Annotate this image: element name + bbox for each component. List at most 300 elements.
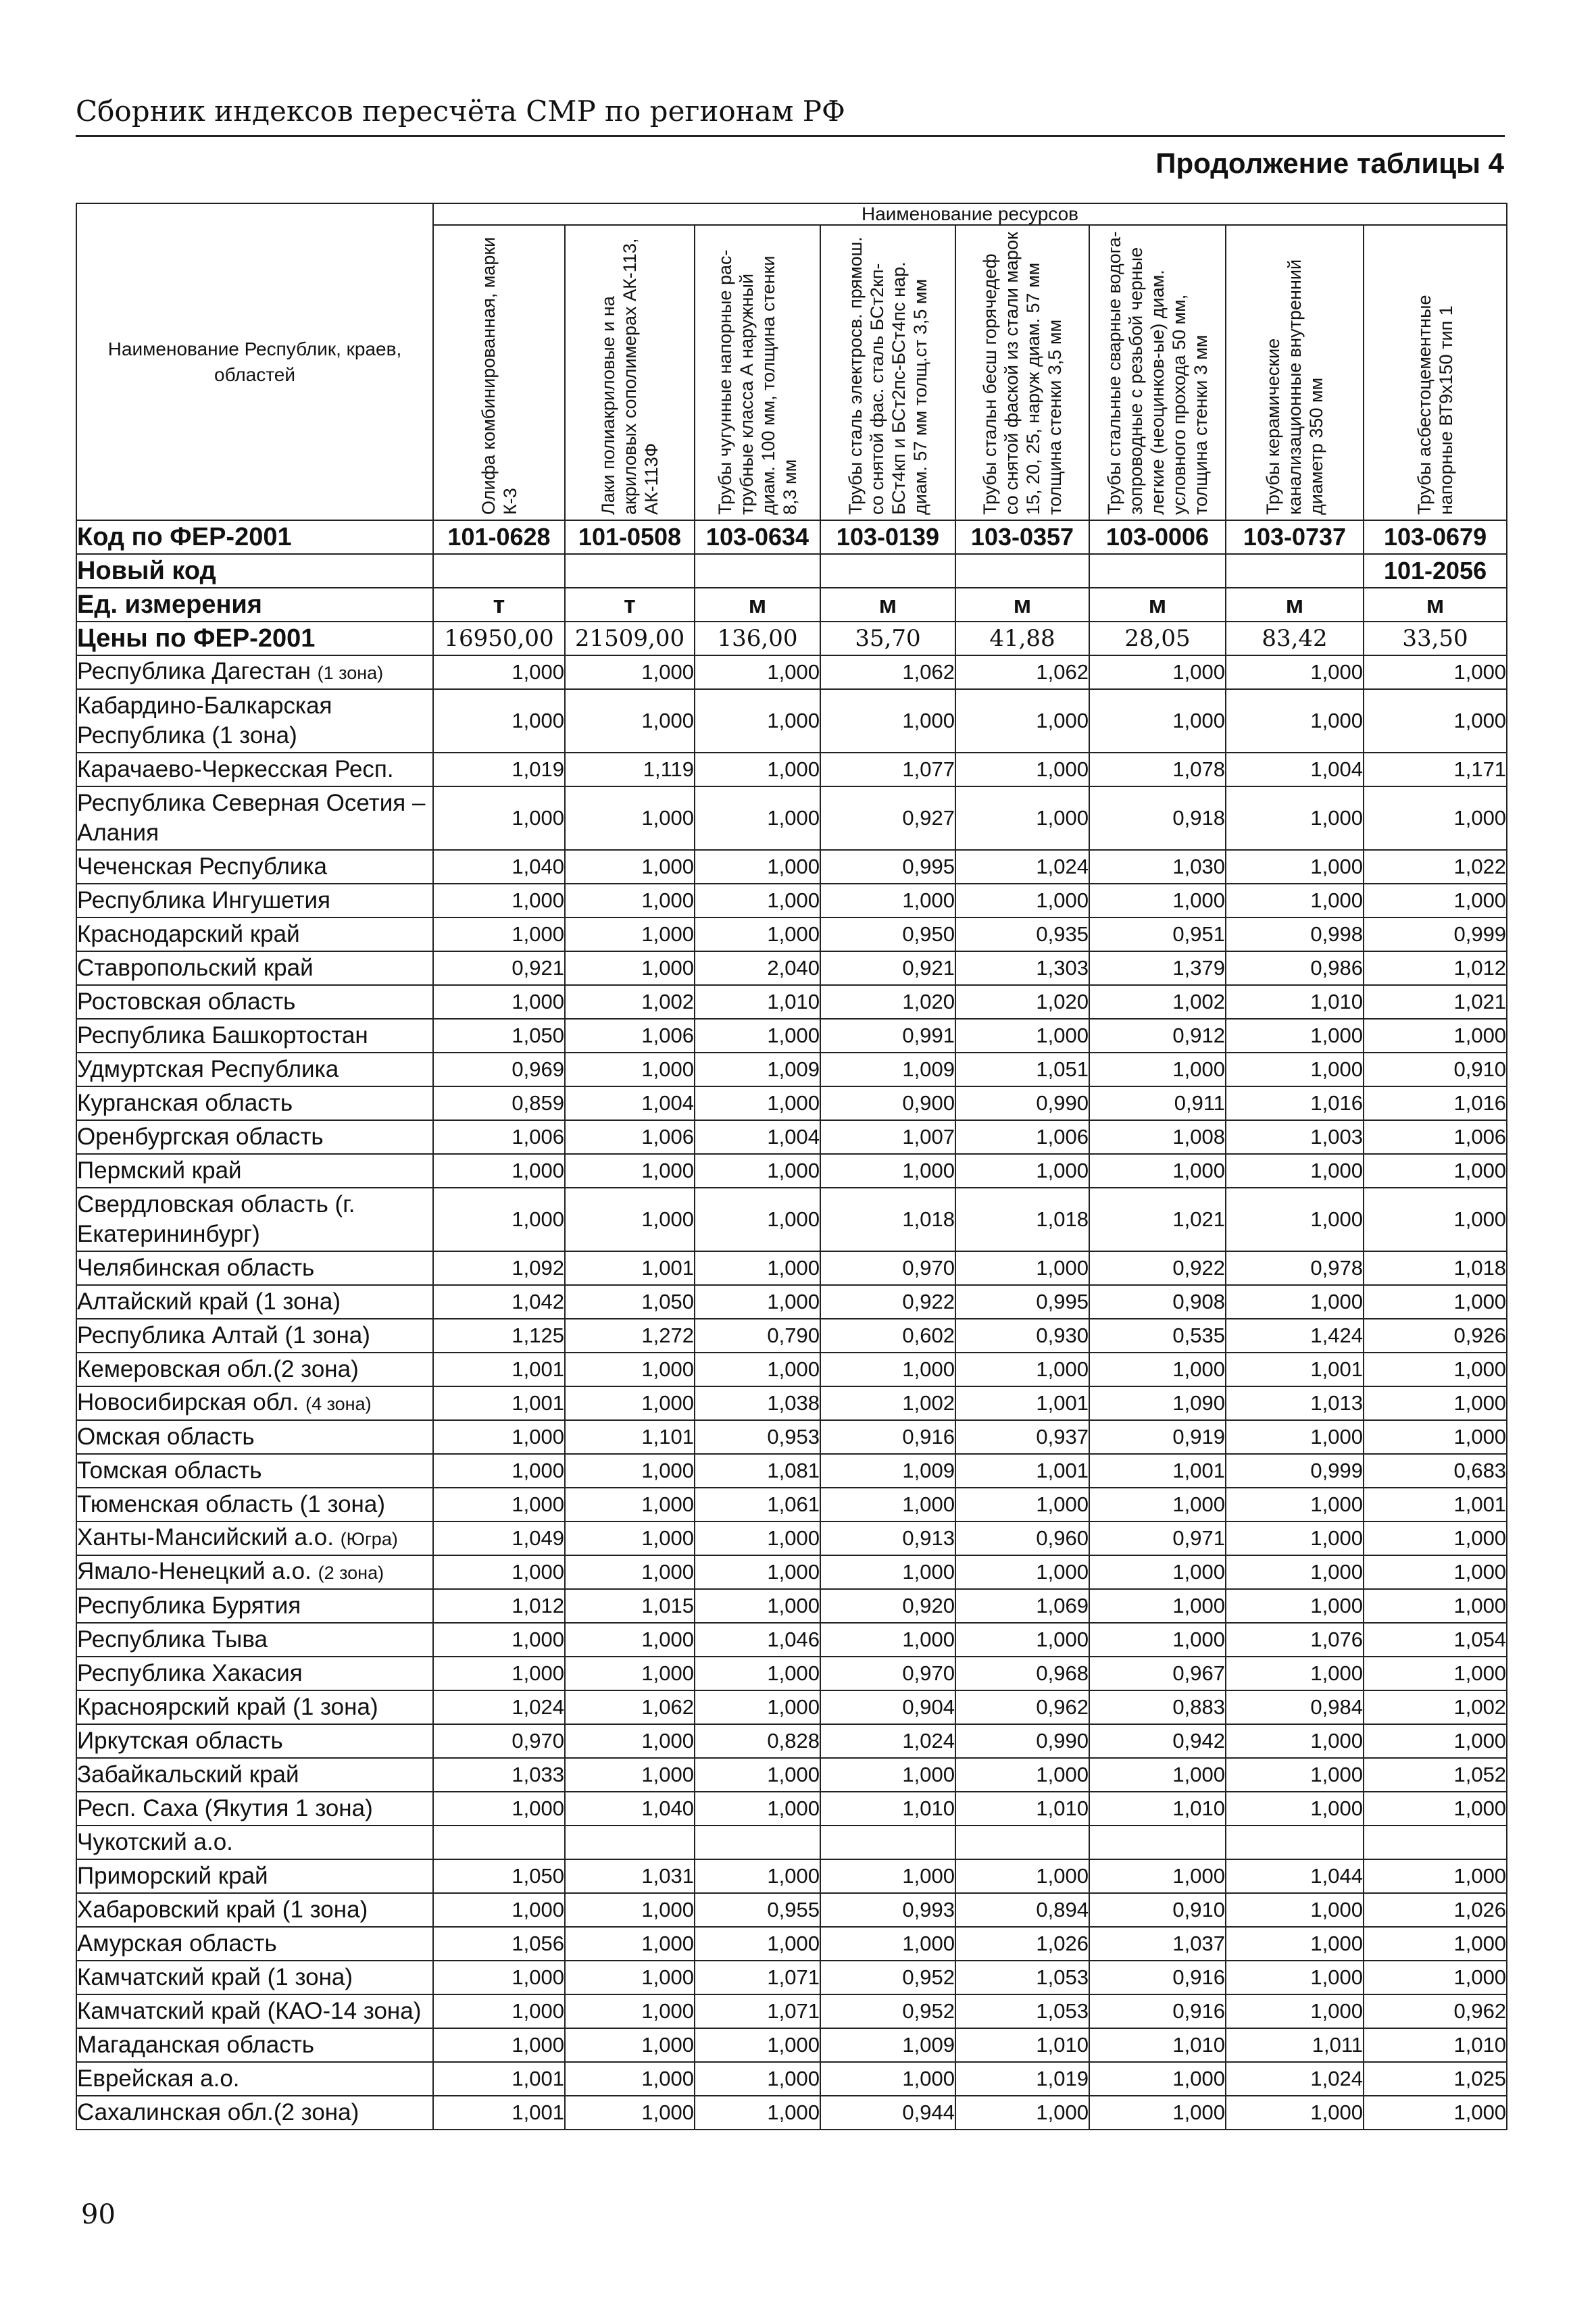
unit-cell: т [565, 588, 695, 622]
index-value: 1,000 [695, 1690, 820, 1724]
index-value: 1,000 [433, 884, 565, 917]
index-value: 1,009 [820, 1454, 955, 1488]
table-row [76, 1353, 1507, 1386]
table-row [76, 1758, 1507, 1792]
table-row [76, 1792, 1507, 1826]
index-value: 1,010 [695, 985, 820, 1019]
index-value: 1,000 [433, 1454, 565, 1488]
region-name [76, 1623, 433, 1657]
index-value: 1,000 [1089, 1623, 1226, 1657]
table-row [76, 1826, 1507, 1859]
index-value: 1,050 [433, 1859, 565, 1893]
region-name-text: Кемеровская обл.(2 зона) [77, 1356, 359, 1382]
region-name-text: Республика Северная Осетия – Алания [77, 790, 426, 846]
index-value: 1,000 [820, 1859, 955, 1893]
index-value: 1,000 [955, 786, 1089, 850]
index-value: 0,930 [955, 1319, 1089, 1353]
index-value: 1,000 [565, 1053, 695, 1086]
index-value: 1,000 [1226, 1758, 1364, 1792]
index-value: 1,022 [1364, 850, 1507, 884]
table-row [76, 1188, 1507, 1251]
index-value: 0,986 [1226, 951, 1364, 985]
index-value: 0,900 [820, 1086, 955, 1120]
index-value: 1,000 [695, 1927, 820, 1961]
index-value: 1,000 [695, 1521, 820, 1555]
table-row [76, 2062, 1507, 2096]
region-name-text: Алтайский край (1 зона) [77, 1288, 341, 1315]
index-value: 1,000 [820, 1758, 955, 1792]
index-value: 1,056 [433, 1927, 565, 1961]
index-value: 1,000 [820, 1927, 955, 1961]
region-name [76, 1188, 433, 1251]
index-value: 0,969 [433, 1053, 565, 1086]
index-value: 1,000 [433, 655, 565, 689]
index-value: 1,000 [1089, 1589, 1226, 1623]
index-value: 0,998 [1226, 917, 1364, 951]
index-value: 1,044 [1226, 1859, 1364, 1893]
index-value: 1,071 [695, 1994, 820, 2028]
index-value: 1,000 [820, 884, 955, 917]
region-name [76, 884, 433, 917]
index-value: 1,000 [433, 786, 565, 850]
table-row [76, 1488, 1507, 1521]
index-value: 1,000 [1226, 1893, 1364, 1927]
index-value: 1,042 [433, 1285, 565, 1319]
region-name-text: Республика Ингушетия [77, 887, 331, 913]
index-value: 1,000 [695, 1353, 820, 1386]
region-name-text: Республика Башкортостан [77, 1022, 368, 1049]
index-value: 1,026 [955, 1927, 1089, 1961]
index-value: 0,962 [955, 1690, 1089, 1724]
table-row [76, 2028, 1507, 2062]
column-header [955, 225, 1089, 520]
region-name-text: Оренбургская область [77, 1124, 324, 1150]
index-value: 0,602 [820, 1319, 955, 1353]
index-value: 1,000 [1089, 1758, 1226, 1792]
column-header-text: Трубы чугунные напорные рас-трубные класса А наружный диам. 100 мм, толщина стенки 8,3 мм [715, 249, 800, 515]
index-value: 1,000 [565, 850, 695, 884]
table-row [76, 2096, 1507, 2130]
index-value: 1,000 [955, 1251, 1089, 1285]
table-row [76, 1120, 1507, 1154]
index-value: 1,000 [565, 786, 695, 850]
index-value: 1,000 [433, 1488, 565, 1521]
table-row [76, 1053, 1507, 1086]
region-name-text: Томская область [77, 1457, 262, 1484]
index-value: 1,000 [955, 1019, 1089, 1053]
column-header [433, 225, 565, 520]
index-value: 1,000 [955, 1154, 1089, 1188]
index-value: 1,037 [1089, 1927, 1226, 1961]
region-name-text: Пермский край [77, 1157, 242, 1184]
index-value: 0,953 [695, 1420, 820, 1454]
index-value [820, 1826, 955, 1859]
index-value: 1,000 [695, 2028, 820, 2062]
index-value: 1,046 [695, 1623, 820, 1657]
unit-cell: м [955, 588, 1089, 622]
index-value: 0,951 [1089, 917, 1226, 951]
region-name [76, 1251, 433, 1285]
region-name-text: Курганская область [77, 1090, 293, 1116]
index-value: 1,000 [1226, 1285, 1364, 1319]
region-name [76, 786, 433, 850]
index-value: 0,950 [820, 917, 955, 951]
index-value: 1,000 [955, 1555, 1089, 1589]
price-cell: 35,70 [820, 622, 955, 655]
index-value: 1,000 [955, 753, 1089, 786]
index-value: 0,926 [1364, 1319, 1507, 1353]
region-name [76, 985, 433, 1019]
column-header [1089, 225, 1226, 520]
index-value: 0,984 [1226, 1690, 1364, 1724]
index-value: 1,303 [955, 951, 1089, 985]
index-value: 1,000 [955, 1859, 1089, 1893]
index-value: 1,000 [565, 951, 695, 985]
index-value: 0,913 [820, 1521, 955, 1555]
index-value: 1,002 [820, 1386, 955, 1420]
region-name-text: Республика Хакасия [77, 1660, 303, 1686]
index-value: 1,000 [695, 1758, 820, 1792]
region-name-text: Краснодарский край [77, 921, 300, 947]
index-value: 0,894 [955, 1893, 1089, 1927]
index-value: 1,000 [433, 689, 565, 753]
price-label: Цены по ФЕР-2001 [76, 622, 433, 655]
index-value: 0,921 [820, 951, 955, 985]
table-row [76, 1420, 1507, 1454]
index-value: 1,000 [1089, 1488, 1226, 1521]
index-value: 1,000 [1089, 1053, 1226, 1086]
index-value: 0,993 [820, 1893, 955, 1927]
index-value: 1,062 [565, 1690, 695, 1724]
index-value: 1,000 [1364, 1724, 1507, 1758]
index-value: 1,000 [695, 1251, 820, 1285]
region-name [76, 1053, 433, 1086]
index-value: 1,000 [1226, 689, 1364, 753]
fer-code-cell: 103-0139 [820, 520, 955, 554]
index-value: 1,000 [565, 1893, 695, 1927]
index-value: 1,012 [1364, 951, 1507, 985]
index-value [1089, 1826, 1226, 1859]
index-value: 1,015 [565, 1589, 695, 1623]
index-value: 1,000 [565, 1353, 695, 1386]
index-value: 1,000 [695, 1555, 820, 1589]
index-value: 1,002 [1364, 1690, 1507, 1724]
region-name-text: Камчатский край (КАО-14 зона) [77, 1998, 422, 2024]
index-value: 1,171 [1364, 753, 1507, 786]
code-label: Код по ФЕР-2001 [76, 520, 433, 554]
index-value: 1,000 [695, 1285, 820, 1319]
index-value: 0,910 [1089, 1893, 1226, 1927]
region-name [76, 1826, 433, 1859]
index-value: 1,000 [565, 1927, 695, 1961]
table-row [76, 1994, 1507, 2028]
index-value: 1,078 [1089, 753, 1226, 786]
region-name [76, 850, 433, 884]
index-value: 1,000 [433, 1792, 565, 1826]
index-value: 1,053 [955, 1961, 1089, 1994]
index-value: 0,859 [433, 1086, 565, 1120]
index-value: 0,991 [820, 1019, 955, 1053]
index-value: 0,952 [820, 1961, 955, 1994]
index-value: 1,000 [1364, 1420, 1507, 1454]
table-row [76, 1690, 1507, 1724]
column-header [1364, 225, 1507, 520]
index-value: 1,077 [820, 753, 955, 786]
table-row [76, 1019, 1507, 1053]
region-name-text: Еврейская а.о. [77, 2065, 240, 2092]
book-title: Сборник индексов пересчёта СМР по регионам РФ [76, 95, 845, 128]
table-row [76, 985, 1507, 1019]
fer-code-cell: 103-0634 [695, 520, 820, 554]
index-value: 0,916 [1089, 1961, 1226, 1994]
index-value: 1,000 [565, 884, 695, 917]
index-value: 1,016 [1226, 1086, 1364, 1120]
region-name [76, 1454, 433, 1488]
price-cell: 41,88 [955, 622, 1089, 655]
new-code-cell: 101-2056 [1364, 554, 1507, 588]
table-row [76, 1319, 1507, 1353]
index-value: 1,000 [955, 1758, 1089, 1792]
index-value [433, 1826, 565, 1859]
region-name [76, 1319, 433, 1353]
index-value: 0,921 [433, 951, 565, 985]
new-code-label: Новый код [76, 554, 433, 588]
index-value: 1,000 [1364, 786, 1507, 850]
index-value: 1,000 [565, 917, 695, 951]
unit-cell: м [695, 588, 820, 622]
region-name-text: Чеченская Республика [77, 853, 327, 880]
index-value: 1,000 [1364, 689, 1507, 753]
region-name [76, 1386, 433, 1420]
region-name [76, 1994, 433, 2028]
index-value: 1,010 [1364, 2028, 1507, 2062]
index-value: 0,683 [1364, 1454, 1507, 1488]
index-value: 1,090 [1089, 1386, 1226, 1420]
column-header-text: Олифа комбинированная, марки К-3 [478, 236, 520, 515]
index-value: 0,922 [820, 1285, 955, 1319]
index-value: 0,999 [1364, 917, 1507, 951]
index-value: 1,000 [695, 2096, 820, 2130]
index-value: 1,020 [955, 985, 1089, 1019]
index-value: 1,016 [1364, 1086, 1507, 1120]
index-value: 1,000 [565, 1961, 695, 1994]
index-value: 1,053 [955, 1994, 1089, 2028]
table-row [76, 1623, 1507, 1657]
region-name [76, 1555, 433, 1589]
region-name-text: Хабаровский край (1 зона) [77, 1896, 368, 1923]
region-name-text: Приморский край [77, 1863, 268, 1889]
index-value [565, 1826, 695, 1859]
index-value: 1,000 [695, 655, 820, 689]
region-name [76, 2096, 433, 2130]
index-value: 1,000 [820, 1555, 955, 1589]
index-value: 1,013 [1226, 1386, 1364, 1420]
region-name-text: Новосибирская обл. [77, 1389, 299, 1415]
table-row [76, 1859, 1507, 1893]
index-value: 1,000 [565, 2028, 695, 2062]
region-name [76, 1086, 433, 1120]
index-value: 1,002 [1089, 985, 1226, 1019]
region-name-text: Республика Дагестан [77, 658, 311, 684]
index-value: 0,916 [820, 1420, 955, 1454]
index-value: 0,937 [955, 1420, 1089, 1454]
index-value: 1,000 [1226, 1589, 1364, 1623]
fer-code-cell: 103-0737 [1226, 520, 1364, 554]
index-value: 0,995 [955, 1285, 1089, 1319]
index-value: 0,970 [433, 1724, 565, 1758]
index-value: 1,000 [1089, 1154, 1226, 1188]
index-value: 0,955 [695, 1893, 820, 1927]
region-name [76, 655, 433, 689]
index-value: 1,051 [955, 1053, 1089, 1086]
index-value: 1,000 [1364, 1386, 1507, 1420]
index-value: 1,024 [955, 850, 1089, 884]
index-value: 1,000 [433, 917, 565, 951]
index-value: 0,967 [1089, 1657, 1226, 1690]
table-row [76, 1251, 1507, 1285]
index-value: 1,001 [433, 2062, 565, 2096]
fer-code-cell: 101-0628 [433, 520, 565, 554]
index-value: 1,001 [1226, 1353, 1364, 1386]
index-value: 1,000 [1089, 884, 1226, 917]
index-value: 1,000 [433, 2028, 565, 2062]
region-zone-note: (4 зона) [305, 1394, 372, 1414]
index-value: 1,000 [433, 1154, 565, 1188]
index-value: 1,024 [1226, 2062, 1364, 2096]
region-name-text: Свердловская область (г. Екатерининбург) [77, 1191, 355, 1247]
index-value: 1,000 [695, 753, 820, 786]
index-value: 1,000 [1226, 1994, 1364, 2028]
new-code-cell [433, 554, 565, 588]
column-header-text: Трубы стальн бесш горячедеф со снятой фаской из стали марок 15, 20, 25, наруж диам. 57 мм толщина стенки 3,5 мм [980, 231, 1065, 515]
index-value: 1,000 [1226, 1521, 1364, 1555]
index-value: 1,000 [1364, 1188, 1507, 1251]
index-value: 1,000 [1089, 1859, 1226, 1893]
index-value: 1,000 [565, 2062, 695, 2096]
index-value: 1,000 [955, 1488, 1089, 1521]
index-value: 1,012 [433, 1589, 565, 1623]
index-value: 1,003 [1226, 1120, 1364, 1154]
index-value: 1,000 [1364, 1555, 1507, 1589]
index-value: 1,018 [1364, 1251, 1507, 1285]
index-value: 1,000 [1089, 1353, 1226, 1386]
table-row [76, 1086, 1507, 1120]
page-number: 90 [81, 2199, 116, 2230]
index-value: 0,918 [1089, 786, 1226, 850]
column-header-text: Трубы сталь электросв. прямош. со снятой фас. сталь БСт2кп-БСт4кп и БСт2пс-БСт4пс нар. диам. 57 мм толщ.ст 3,5 мм [845, 236, 930, 515]
column-header [1226, 225, 1364, 520]
column-header-text: Трубы стальные сварные водога-зопроводные с резьбой черные легкие (неоцинков-ые) диам. условного прохода 50 мм, толщина стенки 3 мм [1104, 230, 1211, 515]
index-value: 1,000 [820, 1154, 955, 1188]
price-cell: 33,50 [1364, 622, 1507, 655]
table-row [76, 1589, 1507, 1623]
new-code-cell [1089, 554, 1226, 588]
index-value: 1,081 [695, 1454, 820, 1488]
index-value: 1,000 [695, 1154, 820, 1188]
fer-code-cell: 103-0357 [955, 520, 1089, 554]
table-row [76, 1927, 1507, 1961]
index-value [1226, 1826, 1364, 1859]
index-value: 1,000 [695, 1657, 820, 1690]
index-value: 1,071 [695, 1961, 820, 1994]
index-value: 1,001 [1089, 1454, 1226, 1488]
fer-code-cell: 101-0508 [565, 520, 695, 554]
column-header-text: Лаки полиакриловые и на акриловых сополимерах АК-113, АК-113Ф [598, 238, 662, 515]
index-value: 1,000 [955, 689, 1089, 753]
index-value: 1,000 [1364, 1154, 1507, 1188]
region-name [76, 1521, 433, 1555]
index-value: 1,026 [1364, 1893, 1507, 1927]
index-value: 1,040 [565, 1792, 695, 1826]
index-value: 1,002 [565, 985, 695, 1019]
regional-index-table [76, 203, 1507, 2130]
index-value: 1,000 [565, 1188, 695, 1251]
index-value [955, 1826, 1089, 1859]
index-value: 1,000 [1226, 1657, 1364, 1690]
index-value [1364, 1826, 1507, 1859]
fer-code-cell: 103-0006 [1089, 520, 1226, 554]
index-value: 1,000 [1226, 2096, 1364, 2130]
new-code-cell [695, 554, 820, 588]
index-value: 1,000 [433, 1961, 565, 1994]
index-value: 1,010 [955, 2028, 1089, 2062]
resources-title: Наименование ресурсов [433, 203, 1507, 225]
index-value: 1,000 [1226, 850, 1364, 884]
index-value: 1,000 [695, 850, 820, 884]
region-name [76, 1488, 433, 1521]
index-value: 1,006 [955, 1120, 1089, 1154]
index-value: 1,000 [1364, 1961, 1507, 1994]
table-row [76, 1154, 1507, 1188]
price-cell: 16950,00 [433, 622, 565, 655]
index-value: 0,927 [820, 786, 955, 850]
table-row [76, 753, 1507, 786]
index-value: 1,018 [955, 1188, 1089, 1251]
region-name-text: Карачаево-Черкесская Респ. [77, 756, 394, 782]
new-code-cell [820, 554, 955, 588]
index-value: 1,272 [565, 1319, 695, 1353]
table-row [76, 1555, 1507, 1589]
table-row [76, 786, 1507, 850]
index-value: 1,000 [820, 1623, 955, 1657]
region-name [76, 1589, 433, 1623]
region-name [76, 1019, 433, 1053]
index-value: 1,009 [820, 1053, 955, 1086]
region-name-text: Камчатский край (1 зона) [77, 1964, 353, 1990]
unit-cell: м [1364, 588, 1507, 622]
index-value: 0,919 [1089, 1420, 1226, 1454]
table-row [76, 1893, 1507, 1927]
region-name [76, 1420, 433, 1454]
index-value: 0,952 [820, 1994, 955, 2028]
index-value: 1,000 [955, 1353, 1089, 1386]
index-value: 1,000 [1364, 1792, 1507, 1826]
region-name [76, 1657, 433, 1690]
index-value: 1,000 [433, 1555, 565, 1589]
index-value: 1,000 [1226, 1961, 1364, 1994]
index-value [695, 1826, 820, 1859]
index-value: 1,000 [1364, 1285, 1507, 1319]
index-value: 1,020 [820, 985, 955, 1019]
index-value: 0,962 [1364, 1994, 1507, 2028]
index-value: 1,000 [1226, 884, 1364, 917]
unit-cell: м [1089, 588, 1226, 622]
index-value: 1,000 [1226, 1555, 1364, 1589]
index-value: 1,000 [1364, 1657, 1507, 1690]
index-value: 0,944 [820, 2096, 955, 2130]
index-value: 1,000 [695, 689, 820, 753]
index-value: 1,000 [1089, 2062, 1226, 2096]
